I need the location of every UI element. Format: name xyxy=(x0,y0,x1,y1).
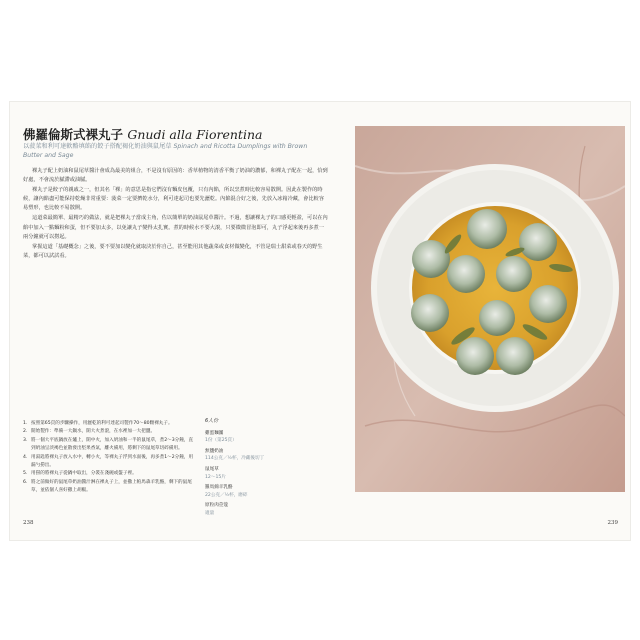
subtitle-zh: 以菠菜和利可達軟酪填餡的餃子搭配褐化奶油與鼠尾草 xyxy=(23,143,172,150)
ingredient-item xyxy=(205,484,315,499)
gnudi-plate-photo xyxy=(355,126,625,492)
step-item xyxy=(23,479,195,496)
ingredient-name: 無鹽奶油 xyxy=(205,448,224,454)
ingredient-qty: 114公克／½杯，冷藏後切丁 xyxy=(205,456,265,462)
serves-label: 6人份 xyxy=(205,418,219,424)
step-number: 1. xyxy=(23,421,28,426)
step-text: 將一個大平底鍋放在爐上，開中火，加入奶油和一半的鼠尾草，煮2～3分鐘，直到奶油呈淡褐色並散發出堅果香氣，離火備用，將剩下的鼠尾草切碎備用。 xyxy=(31,437,194,452)
ingredient-item xyxy=(205,502,315,517)
step-number: 5. xyxy=(23,471,28,477)
step-text: 用撈的將裸丸子從鍋中取出，分裝在淺碗或盤子裡。 xyxy=(31,471,137,477)
intro-paragraph: 裸丸子配上奶油和鼠尾草醬汁會成為最美的組合，不是沒有原因的：香草植物的清香平衡了奶油的濃郁，和裸丸子配在一起，恰到好處，不會流於膩滯或油膩。 xyxy=(23,168,328,184)
right-page xyxy=(345,102,630,540)
step-text: 按照第65頁的步驟操作，用瀝乾的利可達起司製作70～80顆裸丸子。 xyxy=(31,421,173,426)
recipe-subtitle xyxy=(23,143,323,160)
intro-paragraph: 裸丸子是餃子的親戚之一，但其名「裸」的意思是指它們沒有麵皮包覆，只有內餡，所以烹煮時比較容易散開。因此在製作的時候，讓內餡盡可能保持乾燥非常重要：菠菜一定要擠乾水分，利可達起司也要先瀝乾。內餡混合好之後，先放入冰箱冷藏，會比較容易塑形，也比較不易散開。 xyxy=(23,187,324,212)
step-number: 3. xyxy=(23,437,28,443)
ingredient-item xyxy=(205,448,315,463)
ingredient-qty: 22公克／½杯，磨碎 xyxy=(205,492,248,498)
step-text: 開始製作：準備一大鍋水，開大火煮滾，在水裡加一大把鹽。 xyxy=(31,429,156,435)
step-number: 6. xyxy=(23,479,28,485)
page-number-left: 238 xyxy=(23,520,34,526)
page-number-right: 239 xyxy=(607,520,618,526)
ingredients-list xyxy=(205,418,315,521)
ingredient-qty: 1份（第25頁） xyxy=(205,438,237,444)
ingredient-name: 鼠尾草 xyxy=(205,466,219,472)
intro-text xyxy=(23,167,329,262)
ingredient-qty: 適量 xyxy=(205,510,215,516)
step-item xyxy=(23,470,195,478)
title-it: Gnudi alla Fiorentina xyxy=(127,127,263,142)
step-item xyxy=(23,420,195,428)
recipe-title xyxy=(23,125,333,143)
steps-list xyxy=(23,420,195,496)
book-spread xyxy=(10,102,630,540)
title-zh: 佛羅倫斯式裸丸子 xyxy=(23,127,124,142)
ingredient-name: 原粒肉荳蔻 xyxy=(205,503,228,509)
ingredient-name: 羅馬綿羊乳酪 xyxy=(205,485,233,491)
ingredient-item xyxy=(205,466,315,481)
intro-paragraph: 掌握這道「基礎概念」之後，要不要加以變化就取決於你自己，甚至能用其他蔬菜或食材做變化，不管是瑞士甜菜或春天的野生菜，都可以試試看。 xyxy=(23,243,323,259)
step-item xyxy=(23,454,195,471)
ingredient-item xyxy=(205,430,315,445)
ingredient-name: 雞蛋麵團 xyxy=(205,430,224,436)
left-page xyxy=(10,102,342,540)
step-item xyxy=(23,428,195,436)
photo-svg xyxy=(355,126,625,492)
step-text: 將之前做好的鼠尾草奶油醬汁淋在裸丸子上，並撒上帕馬森羊乳酪，剩下的鼠尾草，並依個人喜好撒上胡椒。 xyxy=(31,479,192,494)
step-number: 4. xyxy=(23,454,28,460)
intro-paragraph: 這道菜最簡單、最精巧的做法，就是把裸丸子當成主角，佐以簡單的奶油鼠尾草醬汁。不過，想讓裸丸子的口感更輕盈，可以在內餡中加入一點麵粉和蛋，但不要加太多，以免讓丸子變得太扎實。煮的時候水不要大滾，只要微微冒泡即可，丸子浮起來後再多煮一兩分鐘就可以撈起。 xyxy=(23,215,328,240)
subtitle-en: Spinach and Ricotta Dumplings with Brown Butter and Sage xyxy=(23,143,308,159)
step-item xyxy=(23,437,195,454)
step-number: 2. xyxy=(23,429,28,435)
step-text: 用湯匙將裸丸子放入水中，轉小火，等裸丸子浮到水面後，再多煮1～2分鐘，用漏勺撈出。 xyxy=(31,454,194,469)
ingredient-qty: 12～15片 xyxy=(205,474,226,480)
